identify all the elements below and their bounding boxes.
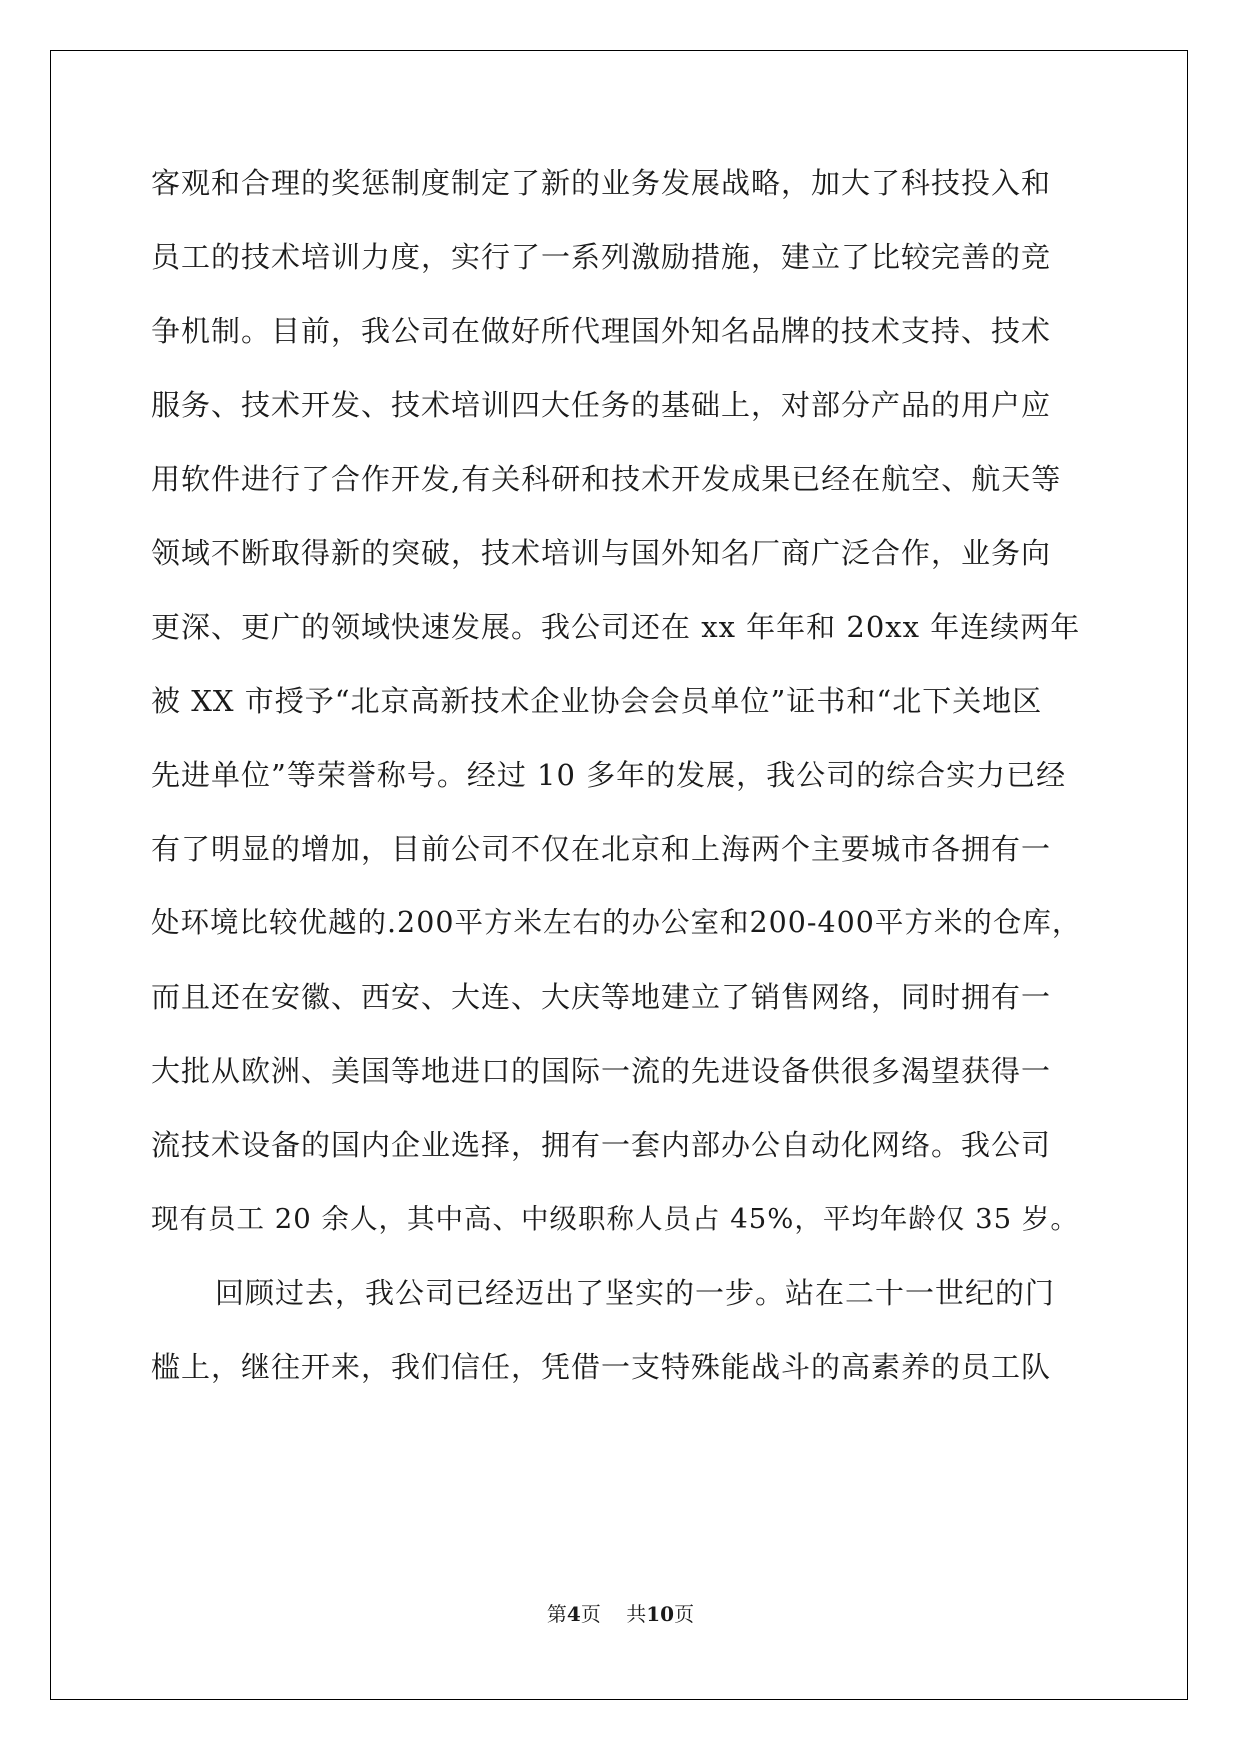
page-suffix: 页: [580, 1602, 601, 1626]
total-prefix: 共: [626, 1602, 647, 1626]
text-line: 领域不断取得新的突破，技术培训与国外知名厂商广泛合作，业务向: [151, 536, 1052, 570]
text-line: 服务、技术开发、技术培训四大任务的基础上，对部分产品的用户应: [151, 388, 1052, 422]
text-line: 处环境比较优越的.200平方米左右的办公室和200-400平方米的仓库，: [151, 906, 1082, 939]
text-line: 更深、更广的领域快速发展。我公司还在 xx 年年和 20xx 年连续两年: [151, 610, 1081, 644]
text-line: 被 XX 市授予“北京高新技术企业协会会员单位”证书和“北下关地区: [151, 684, 1043, 718]
text-line: 而且还在安徽、西安、大连、大庆等地建立了销售网络，同时拥有一: [151, 980, 1052, 1014]
text-line: 客观和合理的奖惩制度制定了新的业务发展战略，加大了科技投入和: [151, 166, 1052, 200]
total-pages: 10: [646, 1602, 675, 1626]
page-number: 4: [566, 1602, 581, 1626]
text-line: 有了明显的增加，目前公司不仅在北京和上海两个主要城市各拥有一: [151, 832, 1052, 866]
page-prefix: 第: [546, 1602, 567, 1626]
text-line: 现有员工 20 余人，其中高、中级职称人员占 45%，平均年龄仅 35 岁。: [151, 1203, 1079, 1235]
page-footer: [0, 1598, 1241, 1627]
text-line: 大批从欧洲、美国等地进口的国际一流的先进设备供很多渴望获得一: [151, 1054, 1052, 1088]
text-line: 用软件进行了合作开发,有关科研和技术开发成果已经在航空、航天等: [151, 462, 1062, 496]
text-line: 先进单位”等荣誉称号。经过 10 多年的发展，我公司的综合实力已经: [151, 758, 1067, 792]
text-line: 槛上，继往开来，我们信任，凭借一支特殊能战斗的高素养的员工队: [151, 1350, 1052, 1384]
page-border: [50, 50, 1188, 1700]
text-line: 员工的技术培训力度，实行了一系列激励措施，建立了比较完善的竞: [151, 240, 1052, 274]
total-suffix: 页: [674, 1602, 695, 1626]
paragraph-start-line: 回顾过去，我公司已经迈出了坚实的一步。站在二十一世纪的门: [215, 1276, 1056, 1310]
text-line: 流技术设备的国内企业选择，拥有一套内部办公自动化网络。我公司: [151, 1128, 1052, 1162]
text-line: 争机制。目前，我公司在做好所代理国外知名品牌的技术支持、技术: [151, 314, 1052, 348]
